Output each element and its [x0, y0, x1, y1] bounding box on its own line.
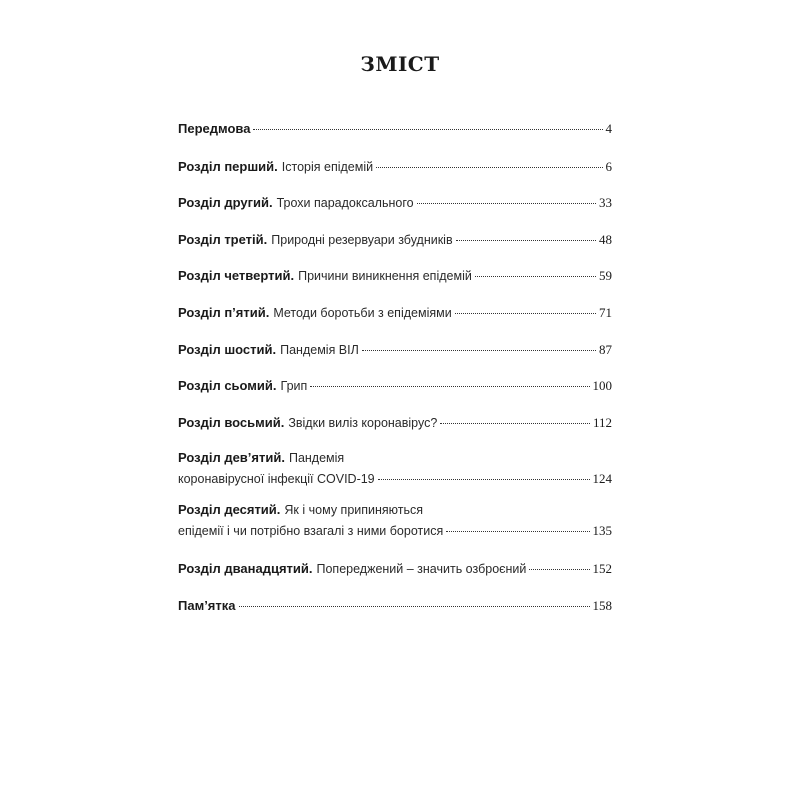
- toc-entry-title: Грип: [280, 379, 308, 393]
- leader-dots: [475, 262, 596, 277]
- leader-dots: [446, 517, 589, 532]
- toc-entry-title: Як і чому припиняються: [284, 503, 424, 517]
- toc-page-number: 4: [605, 121, 612, 136]
- toc-entry-heading: Розділ третій.: [178, 232, 268, 247]
- toc-entry[interactable]: [178, 302, 612, 322]
- leader-dots: [239, 592, 590, 607]
- toc-entry-heading: Розділ дев’ятий.: [178, 450, 285, 465]
- toc-entry[interactable]: [178, 595, 612, 615]
- leader-dots: [378, 465, 590, 480]
- toc-entry[interactable]: [178, 118, 612, 138]
- page-title: ЗМІСТ: [360, 52, 440, 76]
- toc-entry-title: Пандемія ВІЛ: [280, 343, 359, 357]
- toc-entry-title-continued: коронавірусної інфекції COVID-19: [178, 472, 375, 486]
- toc-entry-heading: Розділ перший.: [178, 159, 278, 174]
- toc-entry-heading: Розділ п’ятий.: [178, 305, 270, 320]
- toc-page-number: 100: [592, 378, 612, 393]
- toc-entry[interactable]: [178, 558, 612, 578]
- toc-entry[interactable]: [178, 229, 612, 249]
- toc-entry-title: Причини виникнення епідемій: [298, 269, 472, 283]
- leader-dots: [440, 409, 590, 424]
- toc-entry-heading: Розділ сьомий.: [178, 378, 277, 393]
- toc-entry[interactable]: [178, 375, 612, 395]
- leader-dots: [362, 336, 596, 351]
- toc-entry[interactable]: [178, 448, 612, 488]
- toc-entry-title: Природні резервуари збудників: [271, 233, 453, 247]
- toc-entry-title: Пандемія: [288, 451, 345, 465]
- toc-entry[interactable]: [178, 500, 612, 540]
- toc-page-number: 71: [599, 305, 612, 320]
- toc-page-number: 135: [592, 523, 612, 538]
- toc-page-number: 33: [599, 195, 612, 210]
- leader-dots: [529, 555, 589, 570]
- toc-entry-heading: Розділ шостий.: [178, 342, 277, 357]
- leader-dots: [310, 372, 589, 387]
- toc-page-number: 6: [605, 159, 612, 174]
- toc-entry-heading: Розділ десятий.: [178, 502, 281, 517]
- toc-entry[interactable]: [178, 192, 612, 212]
- leader-dots: [456, 226, 596, 241]
- toc-entry-heading: Розділ четвертий.: [178, 268, 295, 283]
- toc-entry-heading: Розділ другий.: [178, 195, 273, 210]
- toc-page-number: 48: [599, 232, 612, 247]
- toc-entry[interactable]: [178, 265, 612, 285]
- toc-entry-title: Трохи парадоксального: [276, 196, 414, 210]
- toc-entry[interactable]: [178, 156, 612, 176]
- toc-entry-heading: Передмова: [178, 121, 251, 136]
- toc-entry-heading: Пам’ятка: [178, 598, 236, 613]
- toc-entry-title: Звідки виліз коронавірус?: [288, 416, 438, 430]
- leader-dots: [455, 299, 596, 314]
- toc-entry-title: Історія епідемій: [281, 160, 374, 174]
- toc-page-number: 152: [592, 561, 612, 576]
- toc-entry-title: Методи боротьби з епідеміями: [273, 306, 452, 320]
- toc-page-number: 158: [592, 598, 612, 613]
- toc-entry-title-continued: епідемії і чи потрібно взагалі з ними боротися: [178, 524, 444, 538]
- leader-dots: [417, 189, 596, 204]
- leader-dots: [376, 153, 602, 168]
- toc-page-number: 59: [599, 268, 612, 283]
- toc-page-number: 124: [592, 471, 612, 486]
- toc-page-number: 87: [599, 342, 612, 357]
- toc-entry-heading: Розділ восьмий.: [178, 415, 285, 430]
- toc-entry-heading: Розділ дванадцятий.: [178, 561, 313, 576]
- toc-entry[interactable]: [178, 339, 612, 359]
- toc-entry-title: Попереджений – значить озброєний: [316, 562, 527, 576]
- toc-page-number: 112: [592, 415, 612, 430]
- toc-entry[interactable]: [178, 412, 612, 432]
- leader-dots: [253, 115, 602, 130]
